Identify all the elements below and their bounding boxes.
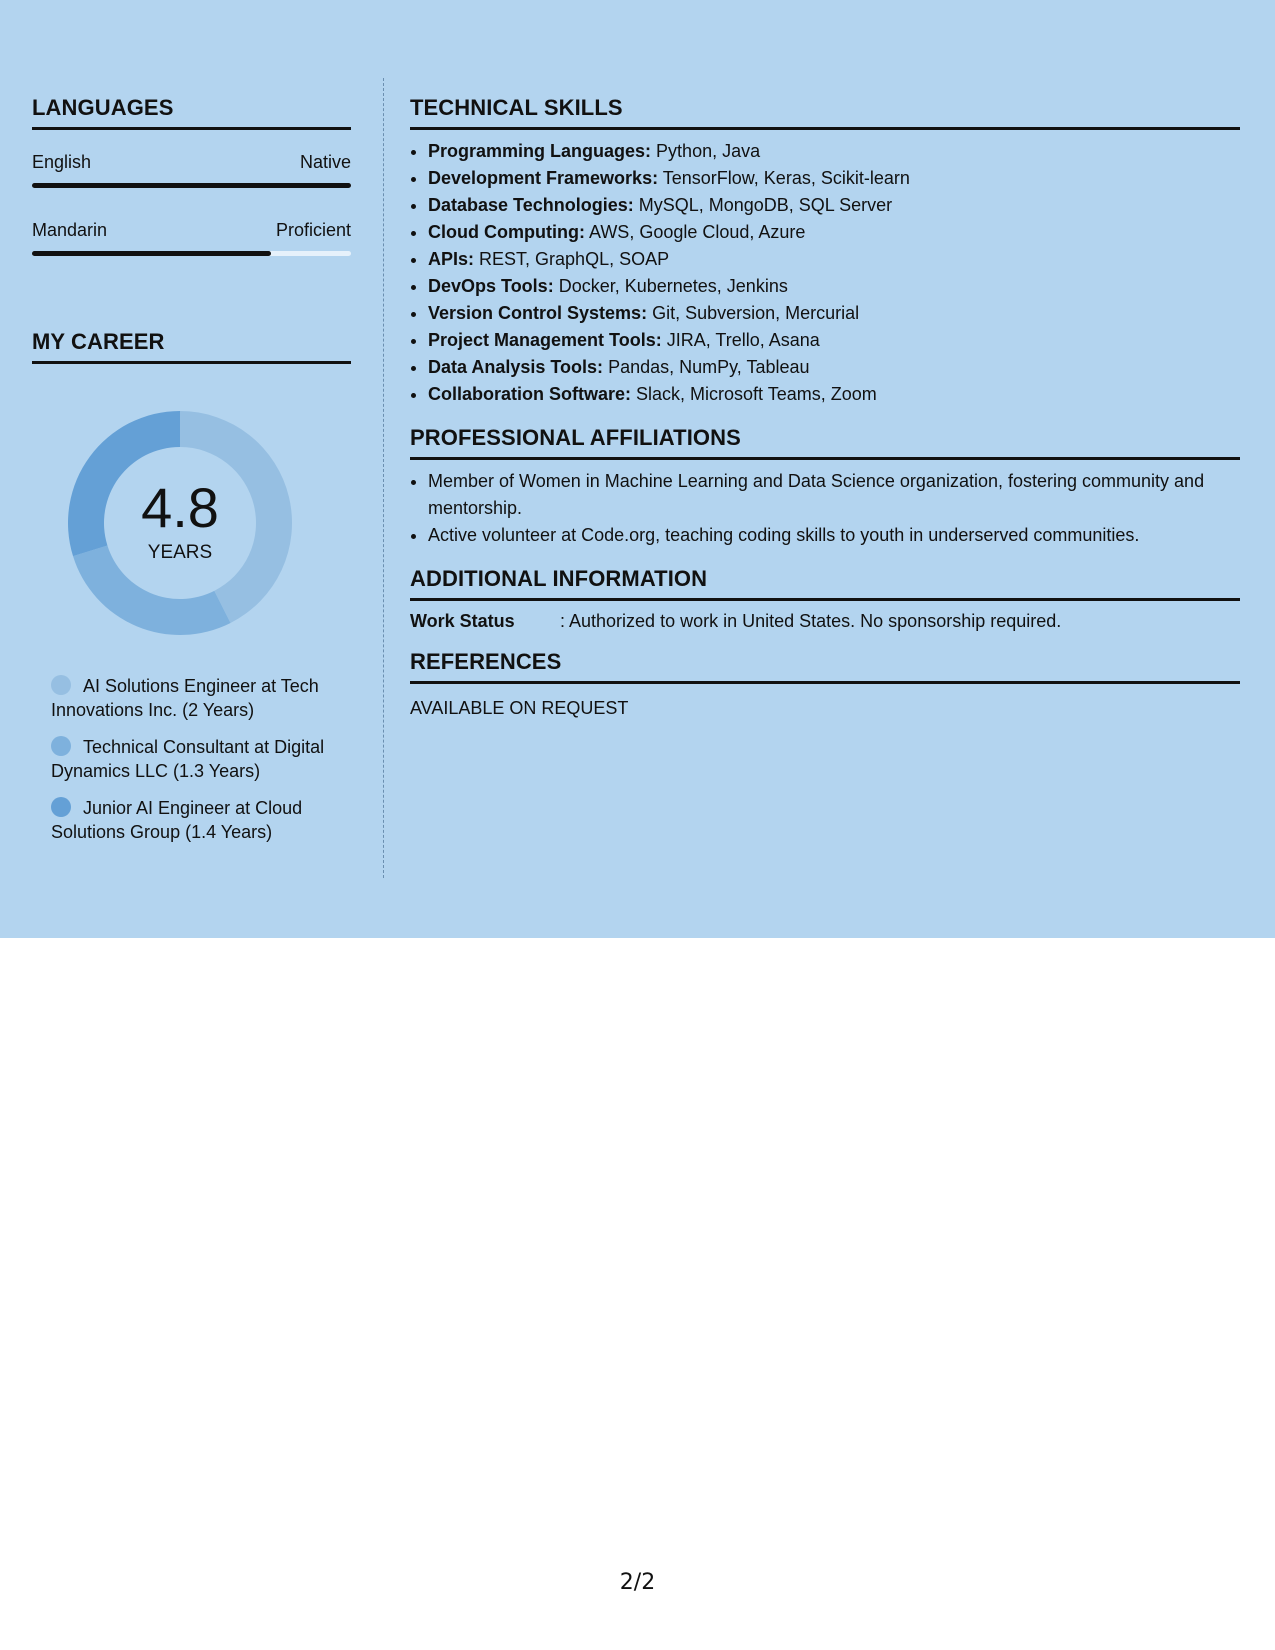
skill-name: Project Management Tools: (428, 330, 662, 350)
skill-name: Development Frameworks: (428, 168, 659, 188)
work-status-label: Work Status (410, 611, 515, 631)
right-column (410, 78, 1240, 719)
legend-dot-icon (51, 675, 71, 695)
skill-value: Pandas, NumPy, Tableau (608, 357, 810, 377)
skill-item (428, 300, 1240, 327)
technical-skills-title: TECHNICAL SKILLS (410, 78, 1240, 130)
work-status-row (410, 611, 1240, 632)
skill-name: Collaboration Software: (428, 384, 632, 404)
language-item (32, 152, 351, 188)
page-number: 2/2 (619, 1570, 656, 1595)
skill-item (428, 219, 1240, 246)
skill-item (428, 165, 1240, 192)
career-total-value: 4.8 (141, 476, 219, 539)
column-divider (383, 78, 384, 878)
affiliation-item: • Member of Women in Machine Learning and Data Science organization, fostering community and mentorship. (428, 468, 1240, 522)
skill-item (428, 273, 1240, 300)
references-text: AVAILABLE ON REQUEST (410, 698, 629, 718)
career-legend-label: Technical Consultant at Digital Dynamics LLC (1.3 Years) (51, 737, 325, 781)
references-title: REFERENCES (410, 632, 1240, 684)
affiliations-title: PROFESSIONAL AFFILIATIONS (410, 408, 1240, 460)
skill-value: AWS, Google Cloud, Azure (588, 222, 806, 242)
skill-name: Cloud Computing: (428, 222, 585, 242)
technical-skills-list (410, 138, 1240, 408)
skill-value: REST, GraphQL, SOAP (479, 249, 670, 269)
legend-dot-icon (51, 797, 71, 817)
language-proficiency-bar (32, 251, 351, 256)
skill-value: Python, Java (656, 141, 761, 161)
language-name: English (32, 152, 92, 172)
affiliation-item: • Active volunteer at Code.org, teaching coding skills to youth in underserved communities. (428, 522, 1240, 549)
career-legend-item (51, 674, 341, 722)
legend-dot-icon (51, 736, 71, 756)
skill-value: MySQL, MongoDB, SQL Server (638, 195, 893, 215)
skill-item (428, 327, 1240, 354)
left-column (32, 78, 351, 857)
work-status-value: : Authorized to work in United States. No sponsorship required. (560, 611, 1062, 631)
skill-name: Data Analysis Tools: (428, 357, 604, 377)
languages-title: LANGUAGES (32, 78, 351, 130)
skill-value: TensorFlow, Keras, Scikit-learn (662, 168, 910, 188)
language-proficiency-bar (32, 183, 351, 188)
language-proficiency-fill (32, 251, 271, 256)
skill-name: DevOps Tools: (428, 276, 554, 296)
skill-item (428, 192, 1240, 219)
skill-item (428, 381, 1240, 408)
career-legend-label: Junior AI Engineer at Cloud Solutions Group (1.4 Years) (51, 798, 303, 842)
language-name: Mandarin (32, 220, 108, 240)
language-level: Proficient (275, 220, 351, 240)
skill-value: JIRA, Trello, Asana (666, 330, 820, 350)
career-legend-item (51, 796, 341, 844)
skill-name: APIs: (428, 249, 475, 269)
career-donut-chart (65, 408, 295, 638)
donut-center (65, 408, 295, 638)
career-legend-item (51, 735, 341, 783)
career-title: MY CAREER (32, 312, 351, 364)
skill-item (428, 354, 1240, 381)
additional-info-title: ADDITIONAL INFORMATION (410, 549, 1240, 601)
language-level: Native (299, 152, 351, 172)
career-total-unit: YEARS (147, 542, 213, 563)
career-legend-label: AI Solutions Engineer at Tech Innovations Inc. (2 Years) (51, 676, 319, 720)
skill-value: Git, Subversion, Mercurial (652, 303, 860, 323)
skill-value: Slack, Microsoft Teams, Zoom (636, 384, 877, 404)
skill-item (428, 246, 1240, 273)
skill-item (428, 138, 1240, 165)
affiliations-list (410, 468, 1240, 549)
career-legend (51, 674, 341, 844)
skill-name: Version Control Systems: (428, 303, 648, 323)
language-proficiency-fill (32, 183, 351, 188)
language-item (32, 220, 351, 256)
skill-name: Programming Languages: (428, 141, 652, 161)
skill-value: Docker, Kubernetes, Jenkins (558, 276, 788, 296)
skill-name: Database Technologies: (428, 195, 634, 215)
